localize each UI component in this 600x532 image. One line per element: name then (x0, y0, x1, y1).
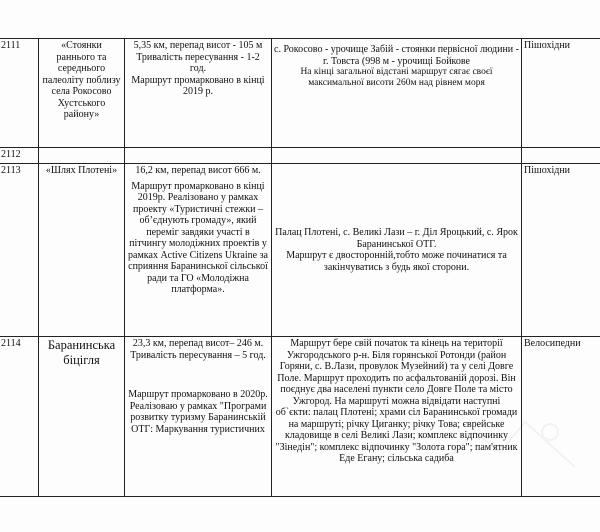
route-number: 2113 (0, 164, 39, 337)
route-type: Велосипедни (522, 337, 600, 497)
route-stats (125, 164, 272, 337)
route-name-text: «Шлях Плотені» (45, 165, 118, 176)
route-name (39, 39, 125, 148)
route-type: Пішохідни (522, 39, 600, 148)
route-name (39, 148, 125, 164)
table-row (0, 39, 600, 148)
route-number: 2111 (0, 39, 39, 148)
route-number: 2114 (0, 337, 39, 497)
route-name-text: «Стоянки раннього та середнього палеоліту поблизу села Рокосово Хустського району» (42, 40, 121, 120)
route-name-text: Баранинська біцігля (47, 338, 116, 367)
route-description: Маршрут бере свій початок та кінець на території Ужгородського р-н. Біля горянської Ротонди (район Горяни, с. В.Лази, провулок Музейний) та у селі Довге Поле. Маршрут проходить по асфальтованій дорозі. Він поєднує два населені пункти село Довге Поле та місто Ужгород. На маршруті можна відвідати наступні об`єкти: палац Плотені; храми сіл Баранинської громади на маршруті; річку Циганку; річку Това; єврейське кладовище в селі Великі Лази; комплекс відпочинку "Зінедін"; комплекс відпочинку "Золота гора"; пам'ятник Еде Егану; сільська садиба (272, 337, 522, 497)
route-distance: 5,35 км, перепад висот - 105 м (133, 40, 263, 51)
route-marking: Маршрут промарковано в кінці 2019р. Реалізовано у рамках проекту «Туристичні стежки – об’єднують громаду», який переміг завдяки участі в пітчингу молодіжних проектів у рамках Active Citizens Ukraine за сприяння Баранинської сільської ради та ГО «Молодіжна платформа». (128, 180, 268, 295)
route-path: Палац Плотені, с. Великі Лази – г. Діл Яроцький, с. Ярок Баранинської ОТГ. (275, 227, 518, 250)
background-watermark (440, 402, 580, 492)
table-row (0, 148, 600, 164)
route-type: Пішохідни (522, 164, 600, 337)
route-note: На кінці загальної відстані маршрут сягає своєї максимальної висоти 260м над рівнем моря (300, 67, 493, 88)
route-name (39, 164, 125, 337)
route-distance: 16,2 км, перепад висот 666 м. (135, 165, 261, 176)
route-stats (125, 39, 272, 148)
route-description (272, 148, 522, 164)
route-name (39, 337, 125, 497)
route-path: с. Рокосово - урочище Забій - стоянки первісної людини - г. Товста (998 м - урочищі Бойкове (274, 44, 519, 67)
route-note: Маршрут є двосторонній,тобто може починатися та закінчуватись з будь якої сторони. (286, 250, 507, 273)
spacer (127, 361, 269, 389)
route-number: 2112 (0, 148, 39, 164)
route-description (272, 39, 522, 148)
table-row (0, 164, 600, 337)
route-stats (125, 337, 272, 497)
route-description (272, 164, 522, 337)
route-type (522, 148, 600, 164)
route-stats (125, 148, 272, 164)
route-duration: Тривалість пересування - 1-2 год. (136, 51, 260, 74)
route-marking: Маршрут промарковано в 2020р. Реалізоваю у рамках "Програми розвитку туризму Баранинській ОТГ: Маркування туристичних (128, 389, 268, 435)
route-marking: Маршрут промарковано в кінці 2019 р. (131, 74, 265, 97)
route-distance: 23,3 км, перепад висот– 246 м. Тривалість пересування – 5 год. (130, 338, 266, 361)
